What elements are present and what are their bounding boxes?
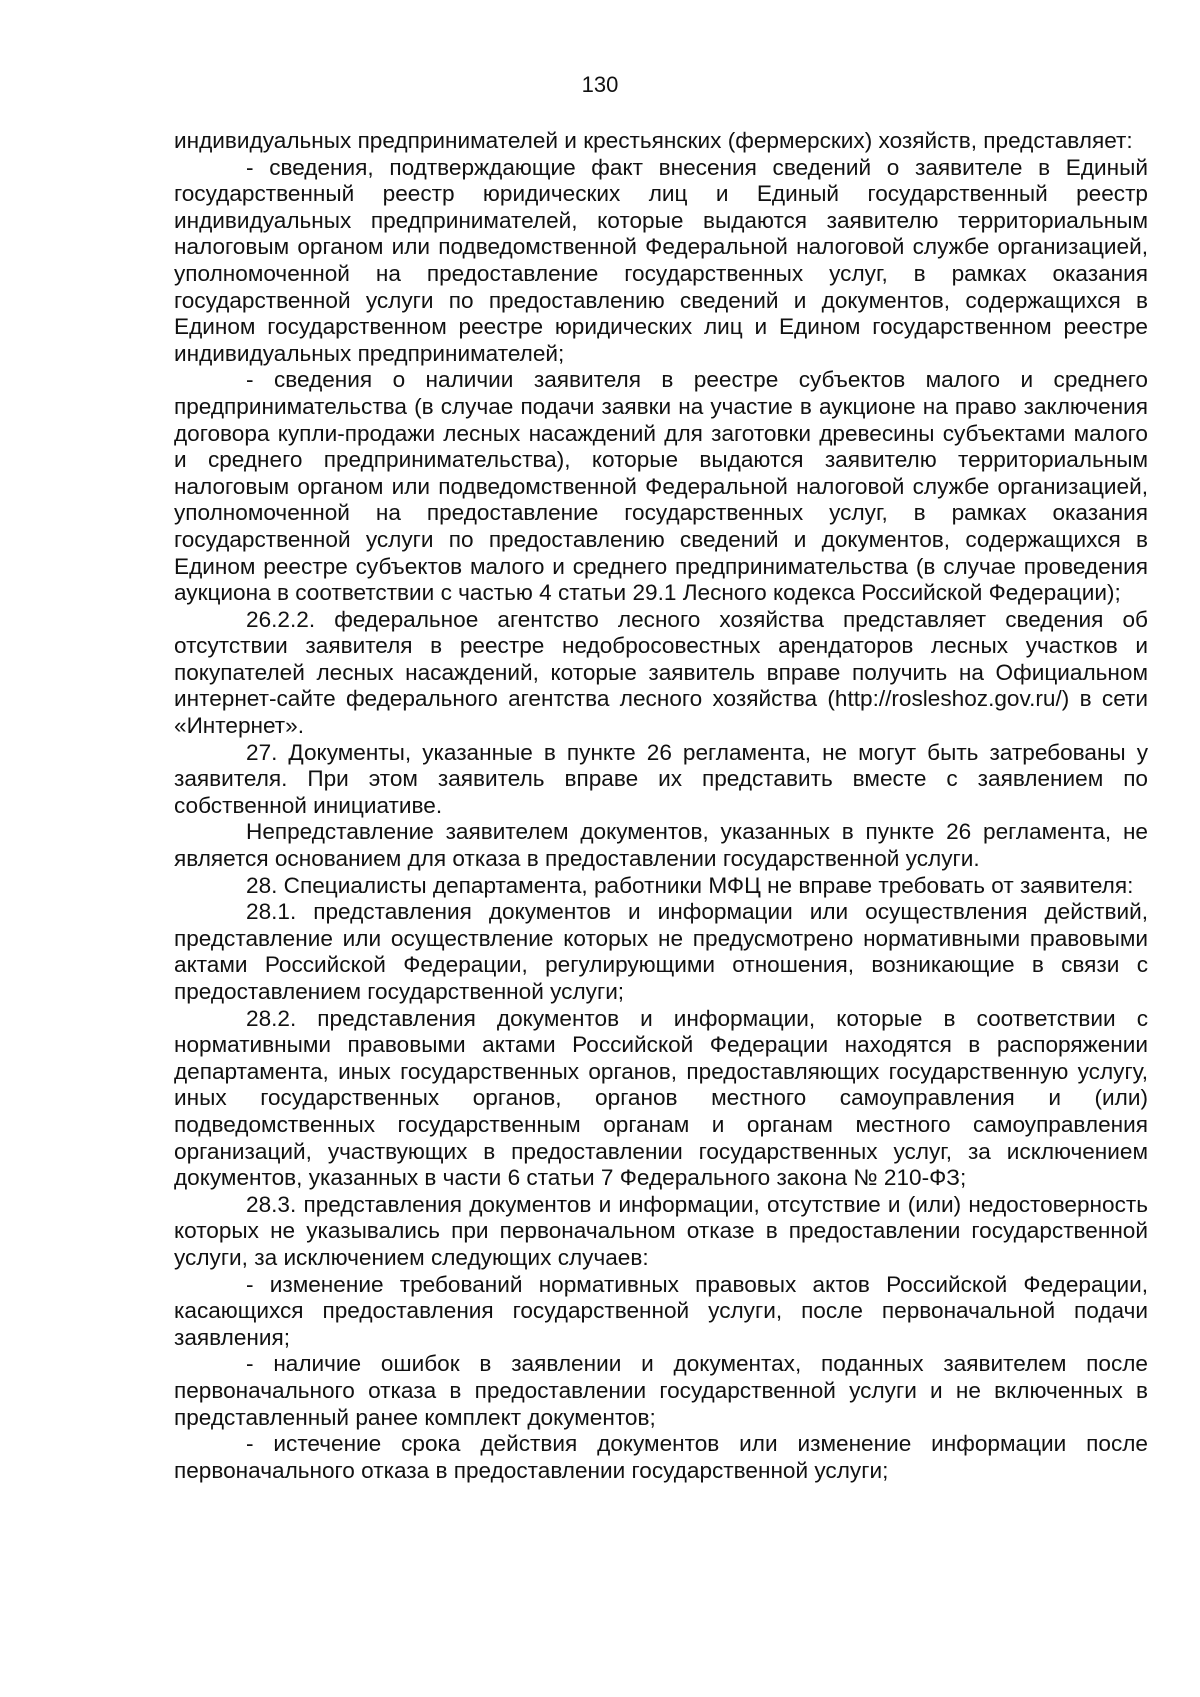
paragraph: Непредставление заявителем документов, указанных в пункте 26 регламента, не является основанием для отказа в предоставлении государственной услуги. (174, 819, 1148, 872)
paragraph: - наличие ошибок в заявлении и документах, поданных заявителем после первоначального отказа в предоставлении государственной услуги и не включенных в представленный ранее комплект документов; (174, 1351, 1148, 1430)
paragraph: - сведения о наличии заявителя в реестре субъектов малого и среднего предпринимательства (в случае подачи заявки на участие в аукционе на право заключения договора купли-продажи лесных насаждений для заготовки древесины субъектами малого и среднего предпринимательства), которые выдаются заявителю территориальным налоговым органом или подведомственной Федеральной налоговой службе организацией, уполномоченной на предоставление государственных услуг, в рамках оказания государственной услуги по предоставлению сведений и документов, содержащихся в Едином реестре субъектов малого и среднего предпринимательства (в случае проведения аукциона в соответствии с частью 4 статьи 29.1 Лесного кодекса Российской Федерации); (174, 367, 1148, 606)
paragraph: 28.2. представления документов и информации, которые в соответствии с нормативными правовыми актами Российской Федерации находятся в распоряжении департамента, иных государственных органов, предоставляющих государственную услугу, иных государственных органов, органов местного самоуправления и (или) подведомственных государственным органам и органам местного самоуправления организаций, участвующих в предоставлении государственных услуг, за исключением документов, указанных в части 6 статьи 7 Федерального закона № 210-ФЗ; (174, 1005, 1148, 1191)
paragraph: 28.3. представления документов и информации, отсутствие и (или) недостоверность которых не указывались при первоначальном отказе в предоставлении государственной услуги, за исключением следующих случаев: (174, 1191, 1148, 1270)
paragraph: 27. Документы, указанные в пункте 26 регламента, не могут быть затребованы у заявителя. При этом заявитель вправе их представить вместе с заявлением по собственной инициативе. (174, 739, 1148, 818)
page-number: 130 (581, 72, 619, 97)
paragraph: 26.2.2. федеральное агентство лесного хозяйства представляет сведения об отсутствии заявителя в реестре недобросовестных арендаторов лесных участков и покупателей лесных насаждений, которые заявитель вправе получить на Официальном интернет-сайте федерального агентства лесного хозяйства (http://rosleshoz.gov.ru/) в сети «Интернет». (174, 606, 1148, 739)
paragraph: индивидуальных предпринимателей и крестьянских (фермерских) хозяйств, представляет: (174, 128, 1133, 153)
document-body (174, 128, 1148, 1484)
paragraph: 28.1. представления документов и информации или осуществления действий, представление или осуществление которых не предусмотрено нормативными правовыми актами Российской Федерации, регулирующими отношения, возникающие в связи с предоставлением государственной услуги; (174, 899, 1148, 1004)
paragraph: - сведения, подтверждающие факт внесения сведений о заявителе в Единый государственный реестр юридических лиц и Единый государственный реестр индивидуальных предпринимателей, которые выдаются заявителю территориальным налоговым органом или подведомственной Федеральной налоговой службе организацией, уполномоченной на предоставление государственных услуг, в рамках оказания государственной услуги по предоставлению сведений и документов, содержащихся в Едином государственном реестре юридических лиц и Едином государственном реестре индивидуальных предпринимателей; (174, 154, 1148, 366)
paragraph: - истечение срока действия документов или изменение информации после первоначального отказа в предоставлении государственной услуги; (174, 1431, 1148, 1483)
paragraph: - изменение требований нормативных правовых актов Российской Федерации, касающихся предоставления государственной услуги, после первоначальной подачи заявления; (174, 1271, 1148, 1350)
paragraph: 28. Специалисты департамента, работники МФЦ не вправе требовать от заявителя: (246, 872, 1134, 898)
